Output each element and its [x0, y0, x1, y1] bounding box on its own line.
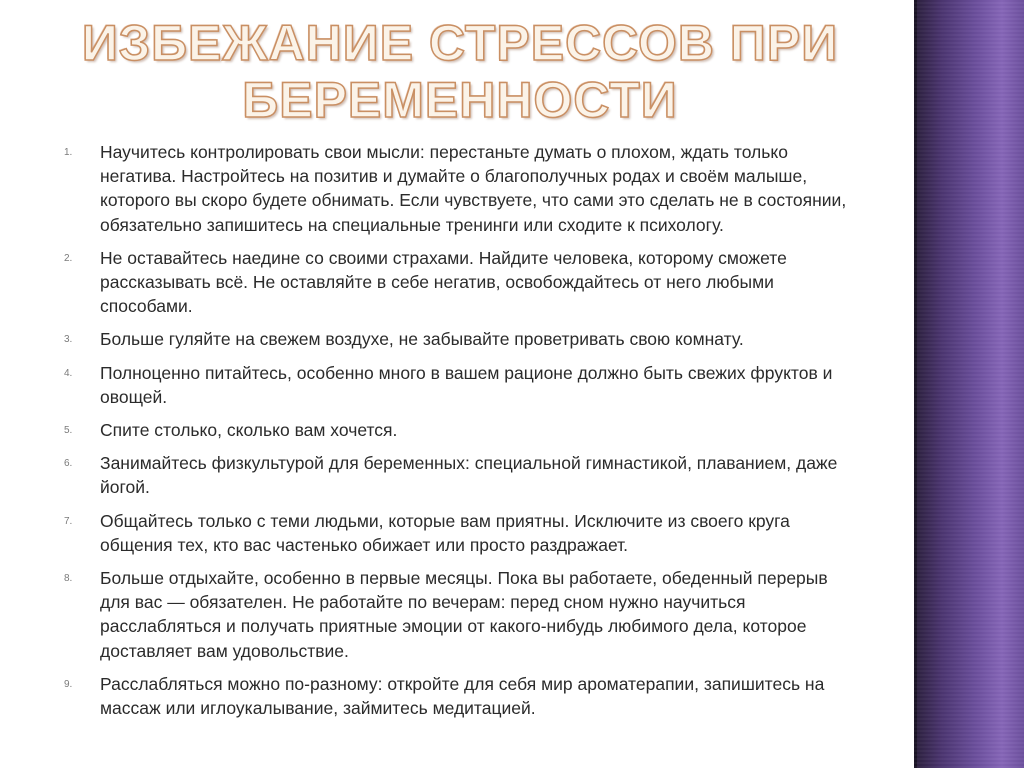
list-item-text: Научитесь контролировать свои мысли: перестаньте думать о плохом, ждать только негатива. Настройтесь на позитив и думайте о благополучных родах и своём малыше, которого вы скоро будете обнимать. Если чувствуете, что сами это сделать не в состоянии, обязательно запишитесь на специальные тренинги или сходите к психологу.	[100, 142, 847, 235]
list-item-number: 7.	[64, 515, 73, 527]
tips-list	[60, 140, 850, 729]
list-item-number: 6.	[64, 458, 73, 470]
list-item-text: Общайтесь только с теми людьми, которые вам приятны. Исключите из своего круга общения тех, кто вас частенько обижает или просто раздражает.	[100, 510, 790, 555]
list-item-number: 4.	[64, 367, 73, 379]
slide-title-line-2: БЕРЕМЕННОСТИ	[242, 72, 678, 128]
list-item	[60, 451, 850, 499]
list-item	[60, 361, 850, 409]
list-item-number: 2.	[64, 252, 73, 264]
list-item-text: Расслабляться можно по-разному: откройте для себя мир ароматерапии, запишитесь на массаж или иглоукалывание, займитесь медитацией.	[100, 673, 825, 719]
list-item-number: 3.	[64, 334, 73, 346]
list-item-text: Больше отдыхайте, особенно в первые месяцы. Пока вы работаете, обеденный перерыв для вас — обязателен. Не работайте по вечерам: перед сном нужно научиться расслабляться и получать приятные эмоции от какого-нибудь любимого дела, которое доставляет вам удовольствие.	[100, 568, 828, 661]
list-item	[60, 140, 850, 237]
list-item	[60, 672, 850, 720]
list-item-text: Больше гуляйте на свежем воздухе, не забывайте проветривать свою комнату.	[100, 329, 744, 350]
list-item-number: 5.	[64, 425, 73, 437]
list-item	[60, 509, 850, 557]
list-item	[60, 246, 850, 319]
list-item-text: Полноценно питайтесь, особенно много в вашем рационе должно быть свежих фруктов и овощей.	[100, 362, 833, 407]
list-item-text: Занимайтесь физкультурой для беременных: специальной гимнастикой, плаванием, даже йогой.	[100, 453, 838, 498]
list-item-text: Не оставайтесь наедине со своими страхами. Найдите человека, которому сможете рассказывать всё. Не оставляйте в себе негатив, освобождайтесь от него любыми способами.	[100, 247, 787, 317]
slide-title-line-1: ИЗБЕЖАНИЕ СТРЕССОВ ПРИ	[81, 15, 839, 71]
list-item	[60, 418, 850, 442]
list-item	[60, 327, 850, 351]
list-item-number: 1.	[64, 147, 73, 158]
list-item-text: Спите столько, сколько вам хочется.	[100, 420, 398, 441]
list-item-number: 8.	[64, 573, 73, 585]
list-item-number: 9.	[64, 678, 73, 690]
decorative-side-band	[914, 0, 1024, 768]
list-item	[60, 566, 850, 663]
